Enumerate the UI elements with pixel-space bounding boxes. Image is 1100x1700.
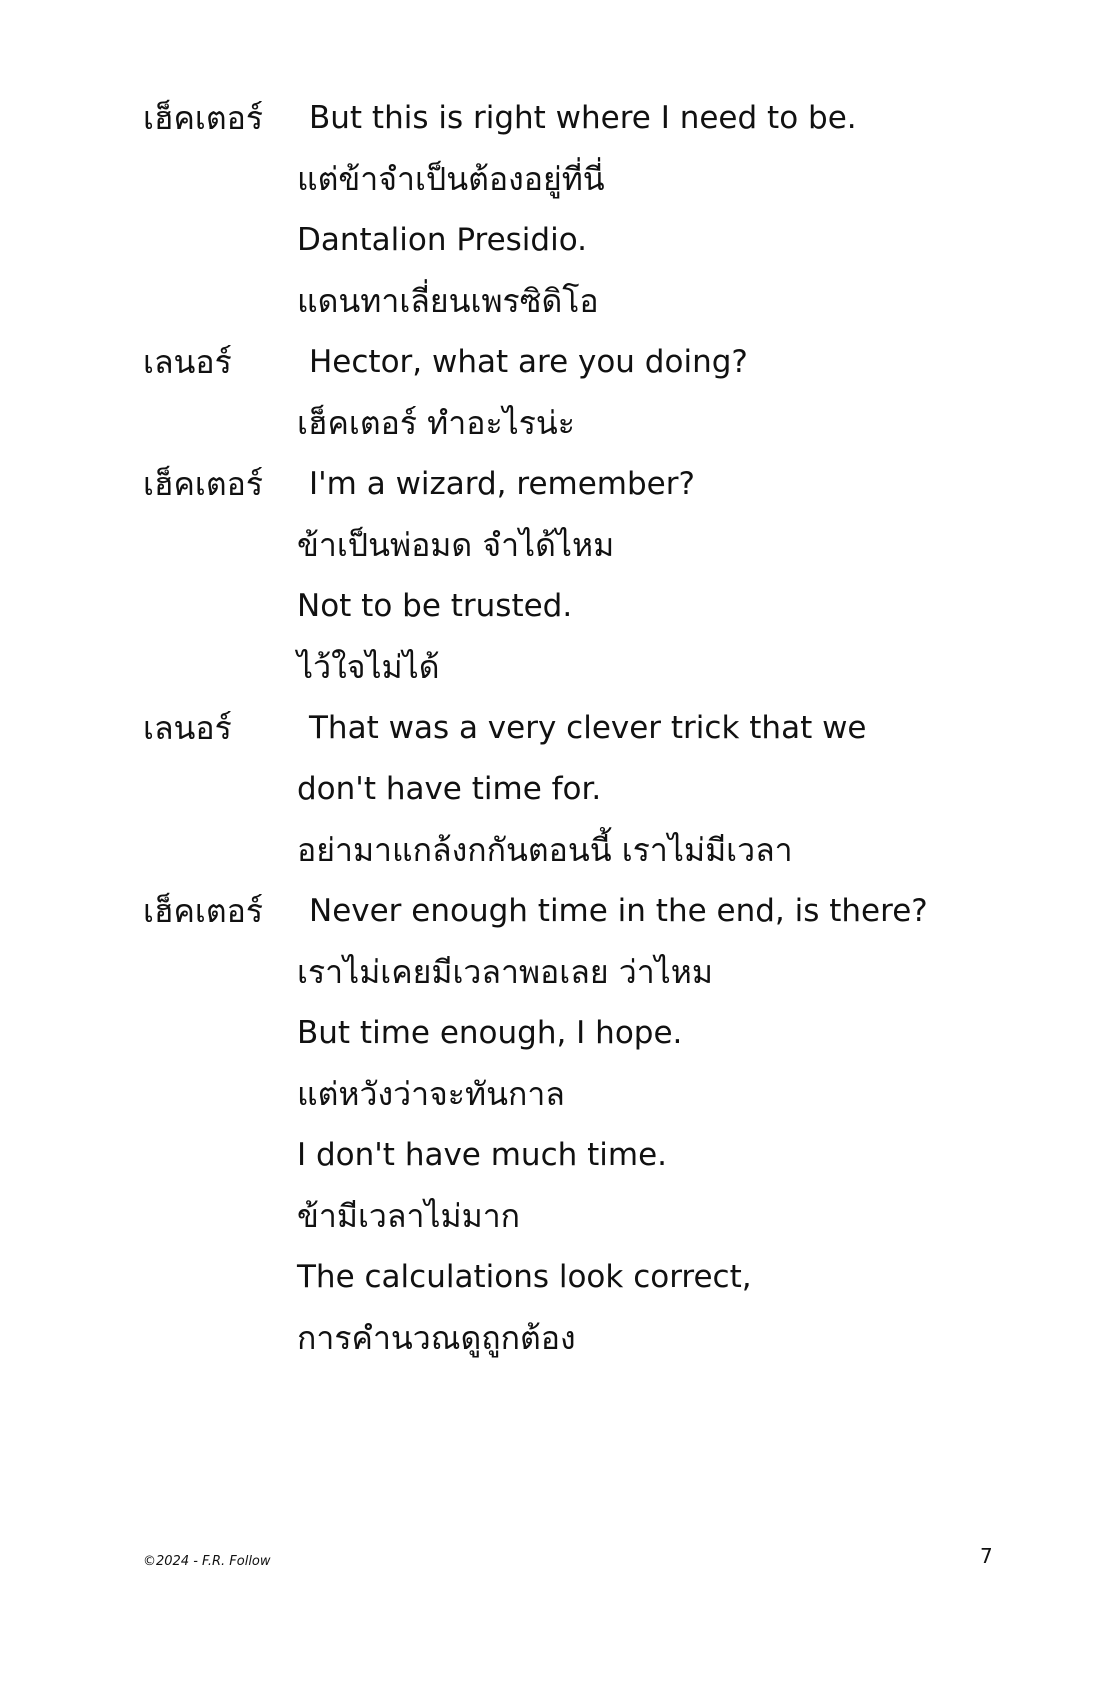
footer-copyright: ©2024 - F.R. Follow [143, 1554, 271, 1569]
dialogue-line: การคำนวณดูถูกต้อง [297, 1319, 576, 1357]
page-number: 7 [980, 1544, 993, 1568]
dialogue-line: Hector, what are you doing? [309, 344, 748, 380]
dialogue-line: Never enough time in the end, is there? [309, 893, 928, 929]
dialogue-line: ไว้ใจไม่ได้ [297, 648, 440, 686]
speaker-name: เลนอร์ [143, 343, 232, 381]
dialogue-line: แดนทาเลี่ยนเพรซิดิโอ [297, 282, 599, 320]
dialogue-line: But this is right where I need to be. [309, 100, 857, 136]
dialogue-line: I don't have much time. [297, 1137, 668, 1173]
dialogue-line: แต่หวังว่าจะทันกาล [297, 1075, 565, 1113]
dialogue-line: Not to be trusted. [297, 588, 573, 624]
speaker-name: เฮ็คเตอร์ [143, 892, 263, 930]
dialogue-line: เฮ็คเตอร์ ทำอะไรน่ะ [297, 404, 575, 442]
dialogue-line: The calculations look correct, [297, 1259, 752, 1295]
dialogue-line: ข้ามีเวลาไม่มาก [297, 1197, 521, 1235]
dialogue-line: อย่ามาแกล้งกกันตอนนี้ เราไม่มีเวลา [297, 831, 793, 869]
dialogue-line: I'm a wizard, remember? [309, 466, 695, 502]
speaker-name: เลนอร์ [143, 709, 232, 747]
speaker-name: เฮ็คเตอร์ [143, 465, 263, 503]
dialogue-line: เราไม่เคยมีเวลาพอเลย ว่าไหม [297, 953, 713, 991]
dialogue-line: don't have time for. [297, 771, 602, 807]
dialogue-line: แต่ข้าจำเป็นต้องอยู่ที่นี่ [297, 160, 605, 198]
speaker-name: เฮ็คเตอร์ [143, 99, 263, 137]
dialogue-line: Dantalion Presidio. [297, 222, 587, 258]
dialogue-line: ข้าเป็นพ่อมด จำได้ไหม [297, 526, 615, 564]
dialogue-line: But time enough, I hope. [297, 1015, 683, 1051]
dialogue-line: That was a very clever trick that we [309, 710, 867, 746]
